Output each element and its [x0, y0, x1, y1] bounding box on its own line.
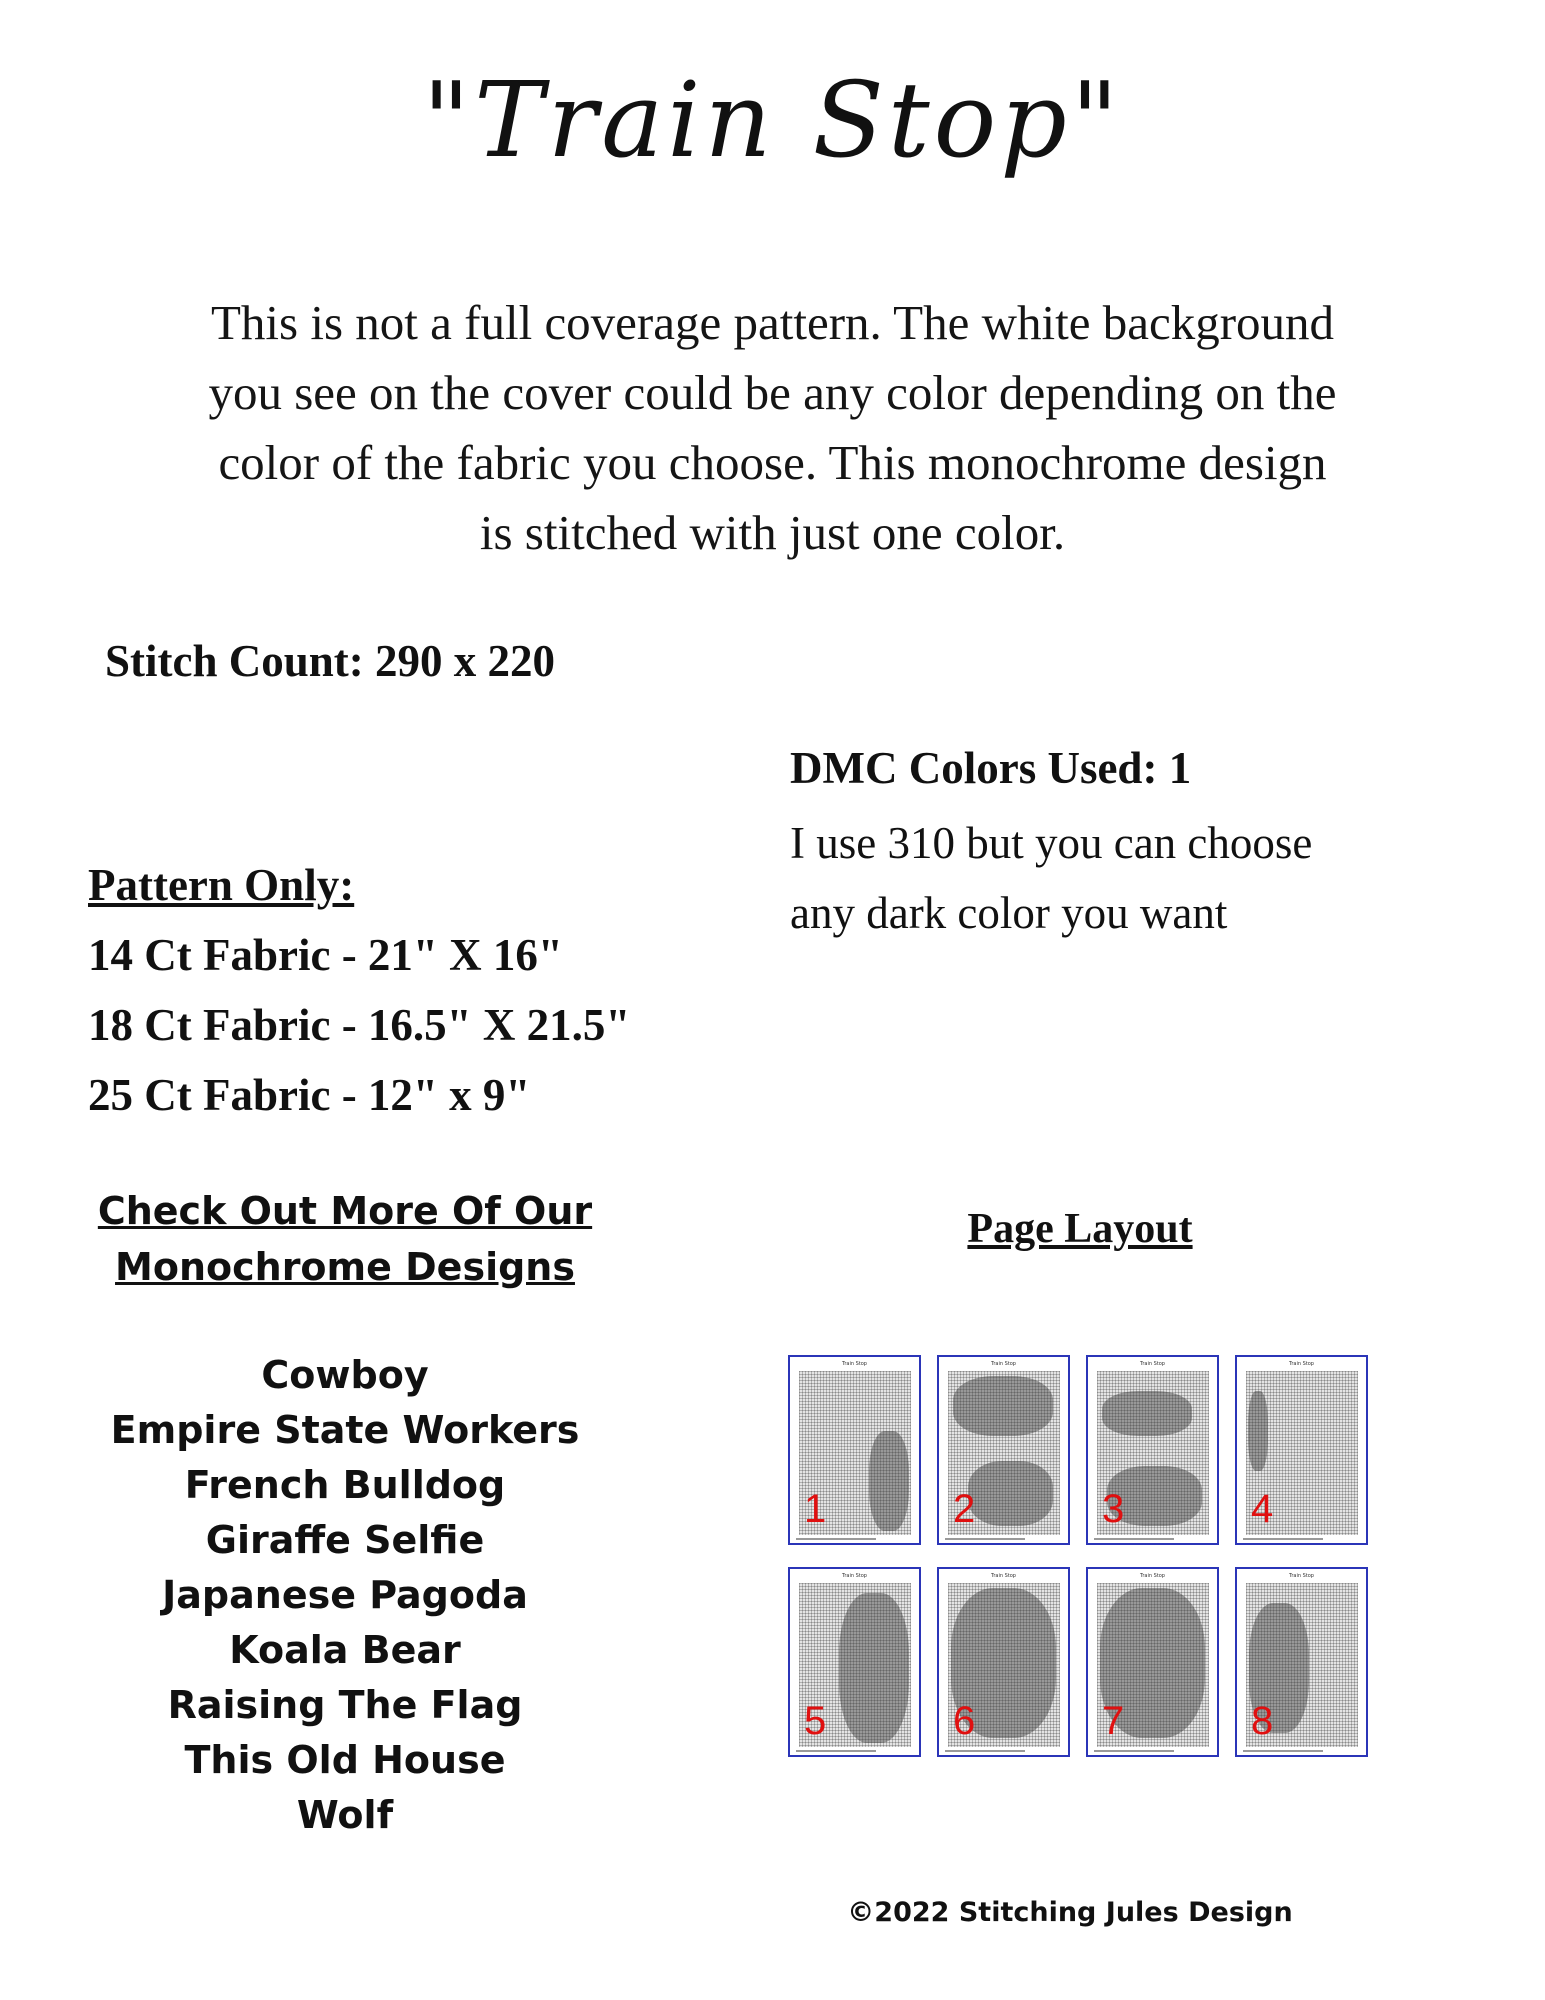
page-number: 6 [953, 1699, 976, 1743]
fabric-size: 25 Ct Fabric - 12" x 9" [88, 1070, 531, 1120]
intro-line: This is not a full coverage pattern. The white background [210, 295, 1335, 350]
design-item: Japanese Pagoda [162, 1573, 528, 1617]
dmc-note-line: any dark color you want [790, 888, 1228, 938]
page-number: 3 [1102, 1487, 1125, 1531]
page-thumbnail [1086, 1355, 1219, 1545]
more-designs-line: Check Out More Of Our [97, 1189, 593, 1233]
dmc-colors-note [790, 808, 1430, 948]
page-thumbnail [937, 1567, 1070, 1757]
pattern-heading: Pattern Only: [88, 860, 355, 910]
pattern-sizes [88, 850, 630, 1130]
design-item: This Old House [184, 1738, 506, 1782]
page-thumbnail [788, 1355, 921, 1545]
more-designs-heading [90, 1183, 600, 1295]
design-item: Raising The Flag [167, 1683, 523, 1727]
design-item: Giraffe Selfie [205, 1518, 485, 1562]
stitch-count: Stitch Count: 290 x 220 [105, 636, 556, 686]
page-layout-grid [788, 1355, 1378, 1765]
design-item: Cowboy [261, 1353, 429, 1397]
page-number: 4 [1251, 1487, 1274, 1531]
thumb-header: Train Stop [1140, 1573, 1165, 1579]
design-item: Koala Bear [229, 1628, 461, 1672]
thumb-header: Train Stop [1289, 1573, 1314, 1579]
copyright-notice: ©2022 Stitching Jules Design [847, 1897, 1293, 1928]
thumb-header: Train Stop [1140, 1361, 1165, 1367]
page-number: 2 [953, 1487, 976, 1531]
page-number: 8 [1251, 1699, 1274, 1743]
page-thumbnail [1086, 1567, 1219, 1757]
page-thumbnail [1235, 1355, 1368, 1545]
page-title: "Train Stop" [422, 59, 1123, 181]
thumb-header: Train Stop [991, 1573, 1016, 1579]
intro-paragraph [140, 288, 1405, 568]
dmc-note-line: I use 310 but you can choose [790, 818, 1313, 868]
page-thumbnail [937, 1355, 1070, 1545]
dmc-colors-title: DMC Colors Used: 1 [790, 743, 1192, 793]
intro-line: you see on the cover could be any color depending on the [208, 365, 1337, 420]
page-thumbnail [1235, 1567, 1368, 1757]
page-layout-heading: Page Layout [967, 1206, 1193, 1252]
page-thumbnail [788, 1567, 921, 1757]
design-item: French Bulldog [184, 1463, 506, 1507]
thumb-header: Train Stop [991, 1361, 1016, 1367]
page-number: 1 [804, 1487, 827, 1531]
thumb-header: Train Stop [1289, 1361, 1314, 1367]
page-number: 5 [804, 1699, 827, 1743]
thumb-header: Train Stop [842, 1573, 867, 1579]
design-item: Wolf [296, 1793, 394, 1837]
design-item: Empire State Workers [110, 1408, 580, 1452]
design-list [90, 1348, 600, 1843]
intro-line: color of the fabric you choose. This monochrome design [218, 435, 1327, 490]
fabric-size: 18 Ct Fabric - 16.5" X 21.5" [88, 1000, 631, 1050]
intro-line: is stitched with just one color. [479, 505, 1066, 560]
thumb-header: Train Stop [842, 1361, 867, 1367]
fabric-size: 14 Ct Fabric - 21" X 16" [88, 930, 563, 980]
more-designs-line: Monochrome Designs [115, 1245, 575, 1289]
page-number: 7 [1102, 1699, 1125, 1743]
